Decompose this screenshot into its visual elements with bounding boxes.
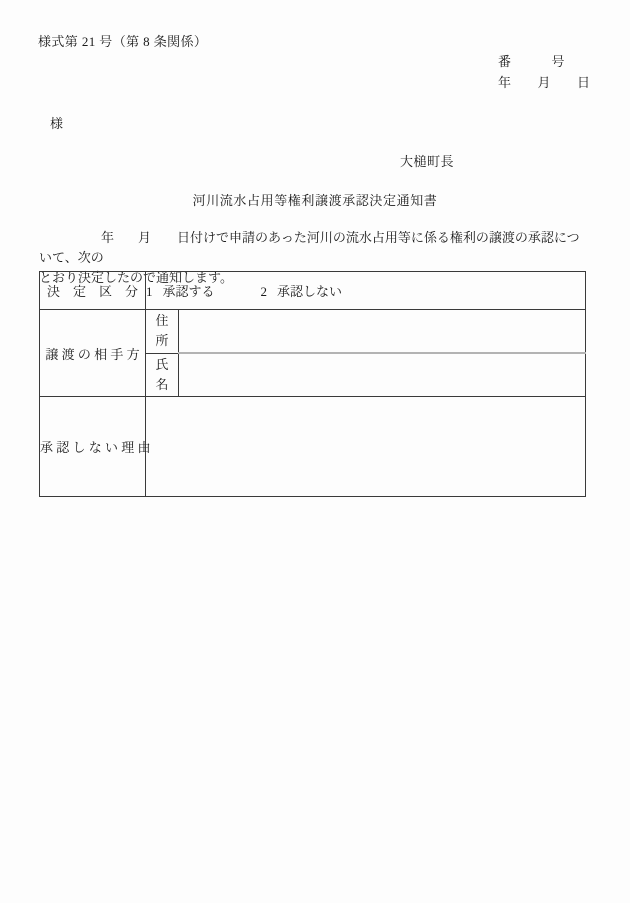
- table-row-decision: [40, 272, 586, 310]
- date-year-label: 年: [497, 75, 511, 90]
- document-number-label: 番: [497, 54, 511, 69]
- table-row-transferee-address: [40, 310, 586, 354]
- document-date-line: [498, 72, 590, 93]
- body-line2: とおり決定したので通知します。: [39, 270, 233, 285]
- addressee-honorific: 様: [50, 116, 64, 131]
- transferee-name-label-char2: 名: [155, 376, 169, 392]
- transferee-address-label-char2: 所: [155, 333, 169, 349]
- transferee-label: 譲 渡 の 相 手 方: [40, 310, 146, 397]
- transferee-address-label: [146, 310, 179, 354]
- decision-options-cell[interactable]: [146, 272, 586, 310]
- form-number-header: 様式第 21 号（第 8 条関係）: [38, 34, 208, 49]
- decision-label: 決 定 区 分: [40, 272, 146, 310]
- issuer-name: 大槌町長: [400, 154, 455, 169]
- document-number-suffix: 号: [551, 54, 565, 69]
- decision-option-2-number: 2: [260, 284, 268, 299]
- body-year-label: 年: [101, 230, 115, 245]
- reason-value[interactable]: [146, 397, 586, 497]
- document-meta-block: [498, 51, 590, 93]
- document-title: 河川流水占用等権利譲渡承認決定通知書: [192, 193, 438, 208]
- decision-option-2-text[interactable]: 承認しない: [277, 284, 343, 299]
- transferee-address-value[interactable]: [179, 310, 586, 354]
- transferee-name-label-char1: 氏: [155, 356, 169, 372]
- decision-form-table: [39, 271, 586, 497]
- transferee-name-label: [146, 353, 179, 397]
- date-day-label: 日: [576, 75, 590, 90]
- body-line1-rest: 日付けで申請のあった河川の流水占用等に係る権利の譲渡の承認について、次の: [39, 230, 580, 265]
- transferee-address-label-char1: 住: [155, 313, 169, 329]
- decision-option-1-text[interactable]: 承認する: [162, 284, 215, 299]
- reason-label: 承 認 し な い 理 由: [40, 397, 146, 497]
- document-number-line: [498, 51, 590, 72]
- table-row-reason: [40, 397, 586, 497]
- transferee-name-value[interactable]: [179, 353, 586, 397]
- date-month-label: 月: [537, 75, 551, 90]
- decision-option-1-number: 1: [146, 284, 153, 299]
- body-month-label: 月: [138, 230, 152, 245]
